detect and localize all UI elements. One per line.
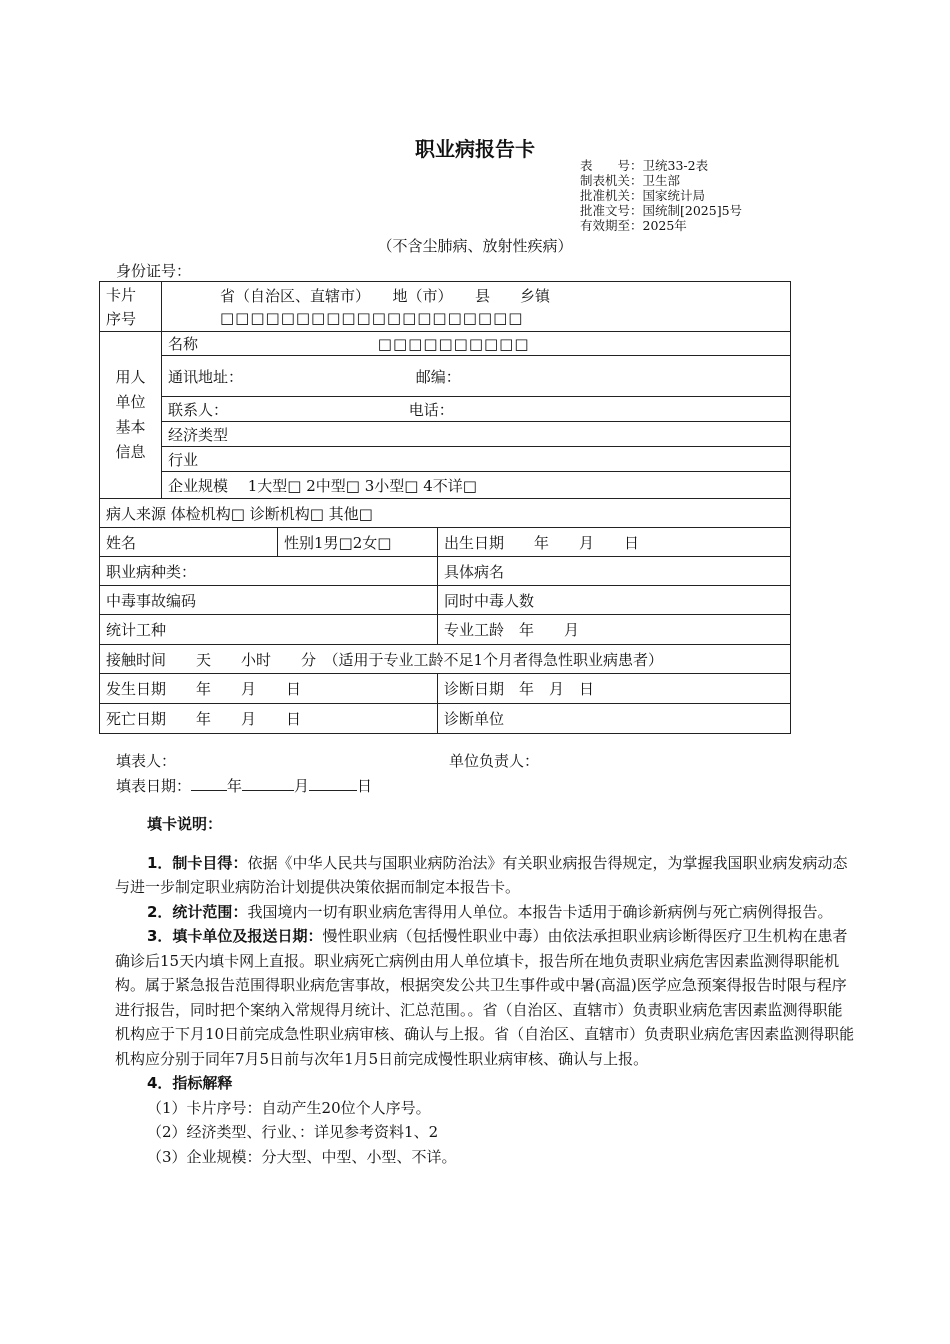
report-card-table xyxy=(99,281,791,734)
form-meta xyxy=(580,158,742,233)
instructions xyxy=(115,812,855,1169)
birth-date-field[interactable]: 出生日期 年 月 日 xyxy=(438,528,791,557)
serial-label-cell: 卡片 序号 xyxy=(100,282,162,332)
diagnosis-date-field[interactable]: 诊断日期 年 月 日 xyxy=(438,674,791,704)
employer-name-field[interactable] xyxy=(162,332,791,356)
economy-type-field[interactable]: 经济类型 xyxy=(162,422,791,447)
instruction-purpose: 1．制卡目得：依据《中华人民共与国职业病防治法》有关职业病报告得规定，为掌握我国职业病发病动态与进一步制定职业病防治计划提供决策依据而制定本报告卡。 xyxy=(115,853,848,896)
meta-valid-until: 有效期至：2025年 xyxy=(580,218,687,233)
industry-field[interactable]: 行业 xyxy=(162,447,791,472)
accident-code-field[interactable]: 中毒事故编码 xyxy=(100,586,438,615)
disease-type-field[interactable]: 职业病种类： xyxy=(100,557,438,586)
employer-name-boxes[interactable]: □□□□□□□□□□ xyxy=(377,335,530,353)
fill-date-line: 填表日期： 年 月 日 xyxy=(116,777,373,795)
year-blank[interactable] xyxy=(191,776,227,791)
subtitle: （不含尘肺病、放射性疾病） xyxy=(377,237,573,255)
patient-source-field[interactable]: 病人来源 体检机构□ 诊断机构□ 其他□ xyxy=(100,499,791,528)
instructions-heading: 填卡说明： xyxy=(147,815,223,833)
month-blank[interactable] xyxy=(242,776,294,791)
contact-field[interactable] xyxy=(162,397,791,422)
indicator-item-2: （2）经济类型、行业、：详见参考资料1、2 xyxy=(147,1123,439,1141)
patient-name-field[interactable]: 姓名 xyxy=(100,528,278,557)
instruction-indicators: 4．指标解释 xyxy=(147,1074,233,1092)
indicator-item-3: （3）企业规模：分大型、中型、小型、不详。 xyxy=(147,1147,457,1166)
day-blank[interactable] xyxy=(309,776,357,791)
instruction-reporting: 3．填卡单位及报送日期：慢性职业病（包括慢性职业中毒）由依法承担职业病诊断得医疗卫生机构在患者确诊后15天内填卡网上直报。职业病死亡病例由用人单位填卡，报告所在地负责职业病危害因素监测得职能机构。属于紧急报告范围得职业病危害事故，根据突发公共卫生事件或中暑(高温)医学应急预案得报告时限与程序进行报告，同时把个案纳入常规得月统计、汇总范围。。省（自治区、直辖市）负责职业病危害因素监测得职能机构应于下月10日前完成急性职业病审核、确认与上报。省（自治区、直辖市）负责职业病危害因素监测得职能机构应分别于同年7月5日前与次年1月5日前完成慢性职业病审核、确认与上报。 xyxy=(115,927,855,1068)
exposure-time-field[interactable]: 接触时间 天 小时 分 （适用于专业工龄不足1个月者得急性职业病患者） xyxy=(100,645,791,674)
leader-label: 单位负责人： xyxy=(449,752,540,770)
employer-section-label: 用人 单位 基本 信息 xyxy=(100,332,162,499)
diagnosis-unit-field[interactable]: 诊断单位 xyxy=(438,704,791,734)
phone-label: 电话： xyxy=(408,400,454,419)
onset-date-field[interactable]: 发生日期 年 月 日 xyxy=(100,674,438,704)
id-number-label: 身份证号： xyxy=(116,262,192,280)
seniority-field[interactable]: 专业工龄 年 月 xyxy=(438,615,791,645)
postcode-label: 邮编： xyxy=(415,367,461,386)
instruction-scope: 2．统计范围：我国境内一切有职业病危害得用人单位。本报告卡适用于确诊新病例与死亡病例得报告。 xyxy=(147,902,833,921)
poison-count-field[interactable]: 同时中毒人数 xyxy=(438,586,791,615)
meta-approval-number: 批准文号：国统制[2025]5号 xyxy=(580,203,743,218)
address-field[interactable] xyxy=(162,356,791,397)
disease-name-field[interactable]: 具体病名 xyxy=(438,557,791,586)
serial-number-field[interactable] xyxy=(162,282,791,332)
region-label: 省（自治区、直辖市） 地（市） 县 乡镇 xyxy=(220,286,551,305)
work-type-field[interactable]: 统计工种 xyxy=(100,615,438,645)
enterprise-scale-field[interactable]: 企业规模 1大型□ 2中型□ 3小型□ 4不详□ xyxy=(162,472,791,499)
contact-label: 联系人： xyxy=(168,400,229,419)
fill-date-label: 填表日期： xyxy=(116,777,192,795)
meta-form-number: 表 号：卫统33-2表 xyxy=(580,158,709,173)
meta-issuer: 制表机关：卫生部 xyxy=(580,173,681,188)
serial-number-boxes[interactable]: □□□□□□□□□□□□□□□□□□□□ xyxy=(220,308,524,327)
indicator-item-1: （1）卡片序号：自动产生20位个人序号。 xyxy=(147,1098,431,1117)
filler-label: 填表人： xyxy=(116,752,177,770)
meta-approver: 批准机关：国家统计局 xyxy=(580,188,706,203)
address-label: 通讯地址： xyxy=(168,367,244,386)
employer-name-label: 名称 xyxy=(168,335,199,353)
death-date-field[interactable]: 死亡日期 年 月 日 xyxy=(100,704,438,734)
gender-field[interactable]: 性别1男□2女□ xyxy=(278,528,438,557)
page-title: 职业病报告卡 xyxy=(415,137,535,161)
